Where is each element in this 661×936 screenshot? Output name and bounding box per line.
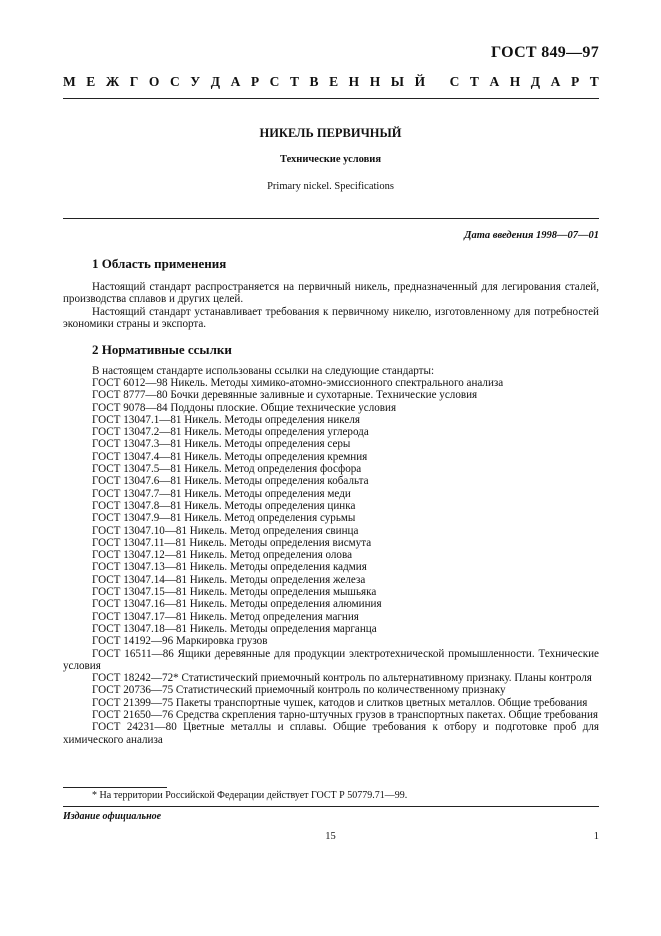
banner-letter: А [230,74,241,89]
reference-item: ГОСТ 6012—98 Никель. Методы химико-атомно-эмиссионного спектрального анализа [92,377,504,389]
banner-letter: Д [530,74,541,89]
reference-item: ГОСТ 13047.10—81 Никель. Метод определения свинца [92,524,359,537]
banner-letter: Т [469,74,479,89]
section-2-intro: В настоящем стандарте использованы ссылки на следующие стандарты: [92,365,435,377]
reference-item: ГОСТ 21650—76 Средства скрепления тарно-штучных грузов в транспортных пакетах. Общие требования [92,709,599,722]
reference-item: ГОСТ 13047.17—81 Никель. Метод определения магния [92,610,359,623]
reference-item: ГОСТ 13047.7—81 Никель. Методы определения меди [92,487,351,500]
reference-item: ГОСТ 13047.14—81 Никель. Методы определения железа [92,573,366,586]
normative-references-list [63,377,599,746]
reference-item: ГОСТ 13047.5—81 Никель. Метод определения фосфора [92,463,362,476]
official-edition-label: Издание официальное [63,811,162,822]
section-1-heading: 1 Область применения [92,256,227,271]
standard-number: ГОСТ 849—97 [491,44,599,61]
interstate-standard-banner [63,74,599,90]
reference-item: ГОСТ 13047.11—81 Никель. Методы определения висмута [92,536,372,549]
banner-letter: Е [86,74,96,89]
banner-letter: Н [369,74,381,89]
section-2-heading: 2 Нормативные ссылки [92,342,232,357]
reference-item: ГОСТ 8777—80 Бочки деревянные заливные и сухотарные. Технические условия [92,389,478,402]
reference-item: ГОСТ 13047.3—81 Никель. Методы определения серы [92,438,351,451]
footnote-divider [63,787,167,788]
banner-letter: Т [589,74,599,89]
reference-item: ГОСТ 13047.15—81 Никель. Методы определения мышьяка [92,586,377,599]
english-title: Primary nickel. Specifications [267,181,394,192]
page-number: 15 [325,831,336,842]
banner-letter: С [269,74,280,89]
banner-letter: В [309,74,319,89]
sheet-number: 1 [593,831,599,842]
reference-item: ГОСТ 13047.1—81 Никель. Методы определения никеля [92,413,360,426]
banner-letter: Й [414,74,426,89]
document-subtitle: Технические условия [279,154,382,165]
reference-item: ГОСТ 20736—75 Статистический приемочный контроль по количественному признаку [92,684,506,697]
banner-letter: Т [289,74,299,89]
bottom-divider [63,806,599,807]
banner-letter: М [63,74,76,89]
reference-item: ГОСТ 13047.4—81 Никель. Методы определения кремния [92,450,368,463]
banner-letter: Е [329,74,339,89]
banner-letter: С [449,74,460,89]
section-1-paragraph: Настоящий стандарт устанавливает требования к первичному никелю, изготовленному для потребностей экономики страны и экспорта. [63,306,599,331]
banner-letter: Н [509,74,521,89]
reference-item: ГОСТ 13047.16—81 Никель. Методы определения алюминия [92,598,382,611]
section-1-paragraph: Настоящий стандарт распространяется на первичный никель, предназначенный для легирования сталей, производства сплавов и других целей. [63,281,599,306]
banner-letter: А [550,74,561,89]
banner-letter: С [169,74,180,89]
footnote: * На территории Российской Федерации действует ГОСТ Р 50779.71—99. [92,790,408,801]
reference-item: ГОСТ 14192—96 Маркировка грузов [92,635,268,648]
introduction-date: Дата введения 1998—07—01 [464,230,599,241]
banner-letter: Р [570,74,580,89]
reference-item: ГОСТ 16511—86 Ящики деревянные для продукции электротехнической промышленности. Технические условия [63,647,599,672]
banner-letter: Ы [390,74,405,89]
banner-letter: Г [129,74,139,89]
top-divider [63,98,599,99]
reference-item: ГОСТ 13047.2—81 Никель. Методы определения углерода [92,426,369,439]
title-divider [63,218,599,219]
reference-item: ГОСТ 13047.9—81 Никель. Метод определения сурьмы [92,512,356,525]
reference-item: ГОСТ 21399—75 Пакеты транспортные чушек, катодов и слитков цветных металлов. Общие требования [92,696,588,709]
banner-letter: Н [348,74,360,89]
banner-letter: Ж [105,74,120,89]
banner-word-gap [436,74,439,90]
banner-letter: У [190,74,201,89]
reference-item: ГОСТ 24231—80 Цветные металлы и сплавы. Общие требования к отбору и подготовке проб для химического анализа [63,721,599,746]
reference-item: ГОСТ 9078—84 Поддоны плоские. Общие технические условия [92,401,397,414]
reference-item: ГОСТ 13047.13—81 Никель. Методы определения кадмия [92,561,367,574]
banner-letter: Р [250,74,260,89]
document-title: НИКЕЛЬ ПЕРВИЧНЫЙ [259,126,402,140]
reference-item: ГОСТ 13047.18—81 Никель. Методы определения марганца [92,622,377,635]
reference-item: ГОСТ 13047.12—81 Никель. Метод определения олова [92,549,352,562]
banner-letter: О [148,74,160,89]
banner-letter: Д [210,74,221,89]
reference-item: ГОСТ 13047.8—81 Никель. Методы определения цинка [92,499,356,512]
banner-letter: А [489,74,500,89]
reference-item: ГОСТ 18242—72* Статистический приемочный контроль по альтернативному признаку. Планы контроля [92,672,592,685]
reference-item: ГОСТ 13047.6—81 Никель. Методы определения кобальта [92,475,369,488]
